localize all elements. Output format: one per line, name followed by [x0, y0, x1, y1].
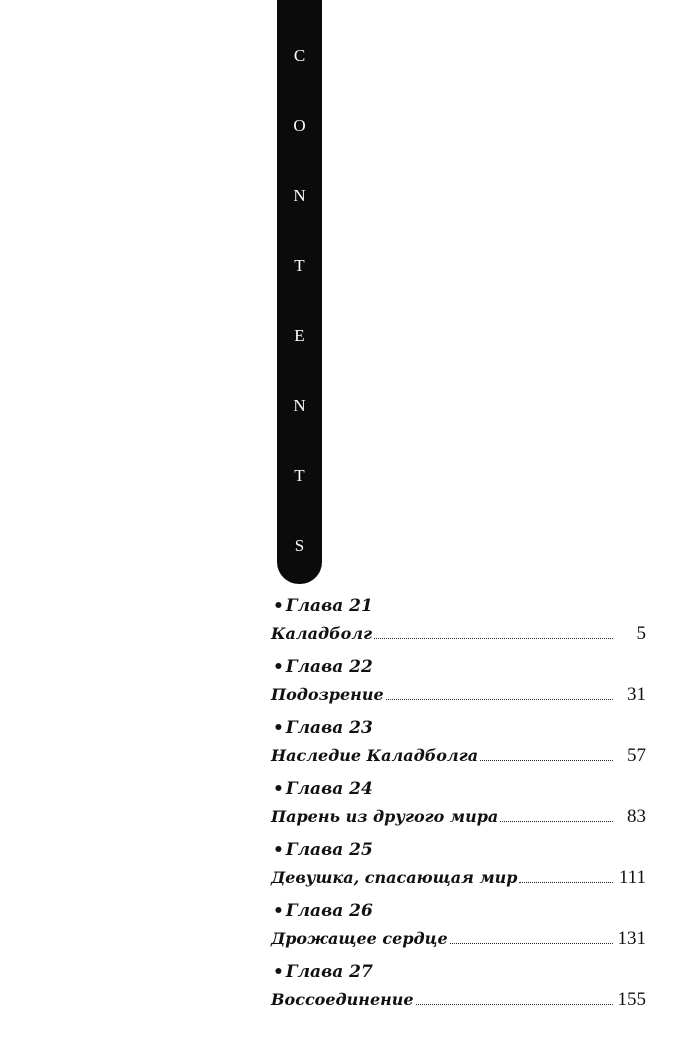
- dot-leader: [416, 1004, 613, 1005]
- chapter-label: [273, 961, 373, 983]
- chapter-label: [273, 778, 373, 800]
- bullet-icon: •: [273, 657, 284, 677]
- contents-letter: O: [293, 116, 306, 135]
- chapter-title: Каладболг: [271, 624, 373, 643]
- chapter-title: Дрожащее сердце: [271, 929, 448, 948]
- page-number: 57: [627, 745, 646, 766]
- chapter-label: [273, 717, 373, 739]
- toc-entry-chapter-26[interactable]: [271, 897, 646, 958]
- bullet-icon: •: [273, 779, 284, 799]
- title-line: [271, 926, 616, 950]
- toc-entry-chapter-25[interactable]: [271, 836, 646, 897]
- chapter-number: Глава 21: [285, 596, 373, 616]
- page-number: 111: [618, 867, 646, 888]
- page-number: 5: [636, 623, 646, 644]
- dot-leader: [480, 760, 613, 761]
- page-number: 131: [617, 928, 646, 949]
- contents-letter: S: [294, 536, 305, 555]
- chapter-number: Глава 24: [285, 779, 373, 799]
- toc-entry-chapter-27[interactable]: [271, 958, 646, 1019]
- dot-leader: [519, 882, 613, 883]
- chapter-number: Глава 26: [285, 901, 373, 921]
- contents-letter: C: [293, 46, 306, 65]
- chapter-number: Глава 25: [285, 840, 373, 860]
- chapter-title: Наследие Каладболга: [271, 746, 479, 765]
- contents-bar: [277, 0, 322, 584]
- chapter-title: Воссоединение: [271, 990, 414, 1009]
- contents-letter: N: [293, 396, 306, 415]
- contents-letter: T: [294, 466, 305, 485]
- title-line: [271, 987, 616, 1011]
- title-line: [271, 865, 616, 889]
- contents-letter: E: [294, 326, 305, 345]
- bullet-icon: •: [273, 840, 284, 860]
- dot-leader: [374, 638, 613, 639]
- dot-leader: [500, 821, 613, 822]
- chapter-label: [273, 656, 373, 678]
- bullet-icon: •: [273, 962, 284, 982]
- bullet-icon: •: [273, 596, 284, 616]
- chapter-number: Глава 27: [285, 962, 373, 982]
- chapter-title: Подозрение: [271, 685, 384, 704]
- bullet-icon: •: [273, 901, 284, 921]
- title-line: [271, 682, 616, 706]
- dot-leader: [386, 699, 613, 700]
- table-of-contents: [271, 592, 646, 1019]
- title-line: [271, 804, 616, 828]
- chapter-label: [273, 839, 373, 861]
- toc-entry-chapter-23[interactable]: [271, 714, 646, 775]
- contents-letter: N: [293, 186, 306, 205]
- bullet-icon: •: [273, 718, 284, 738]
- chapter-label: [273, 900, 373, 922]
- dot-leader: [450, 943, 613, 944]
- contents-letter: T: [294, 256, 305, 275]
- title-line: [271, 743, 616, 767]
- chapter-title: Девушка, спасающая мир: [271, 868, 518, 887]
- toc-entry-chapter-21[interactable]: [271, 592, 646, 653]
- toc-entry-chapter-22[interactable]: [271, 653, 646, 714]
- title-line: [271, 621, 616, 645]
- chapter-number: Глава 22: [285, 657, 373, 677]
- chapter-number: Глава 23: [285, 718, 373, 738]
- chapter-label: [273, 595, 373, 617]
- chapter-title: Парень из другого мира: [271, 807, 499, 826]
- page-number: 31: [627, 684, 646, 705]
- toc-entry-chapter-24[interactable]: [271, 775, 646, 836]
- page-number: 83: [627, 806, 646, 827]
- page-number: 155: [617, 989, 646, 1010]
